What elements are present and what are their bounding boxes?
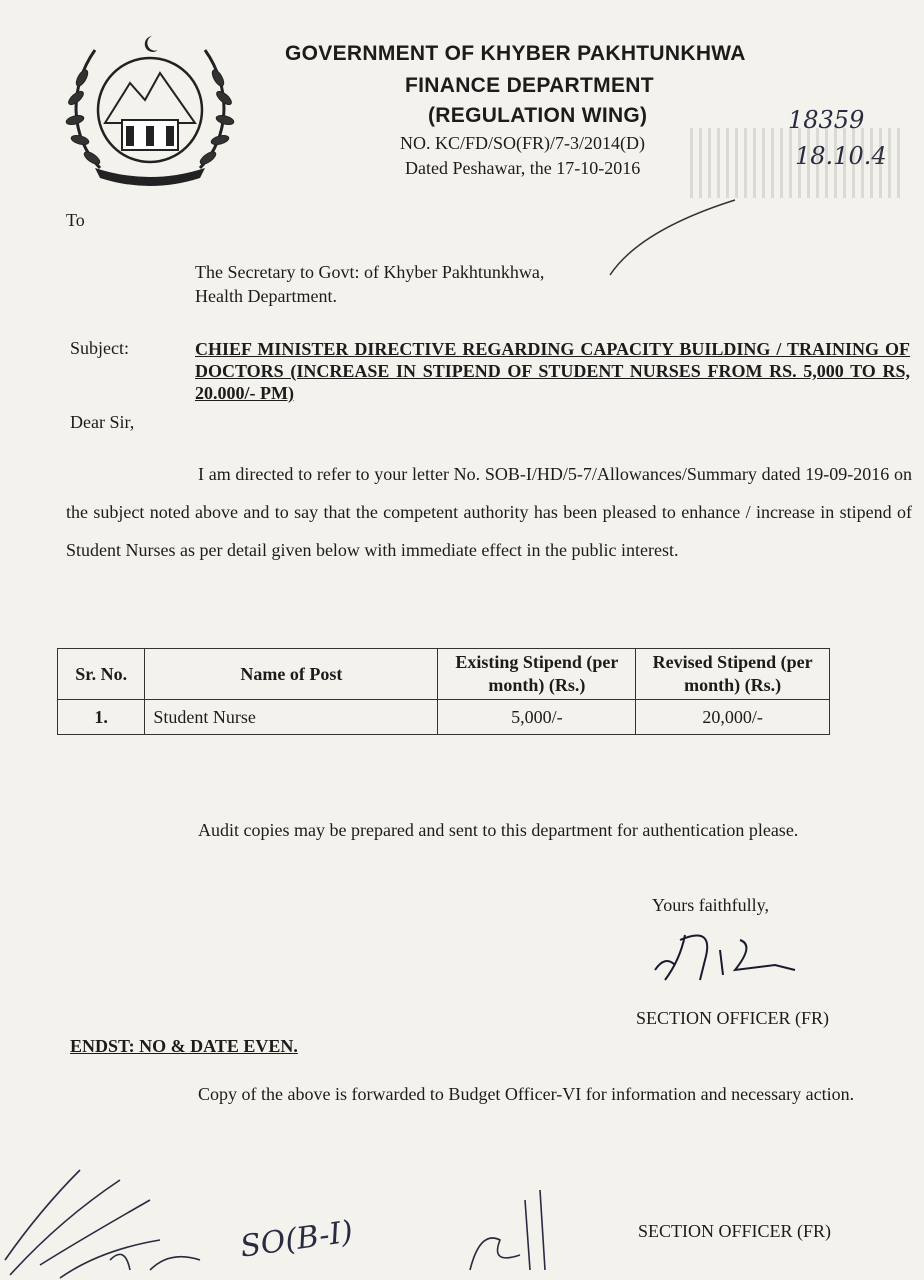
header-post: Name of Post bbox=[145, 649, 438, 700]
faded-stamp bbox=[690, 128, 900, 198]
to-label: To bbox=[66, 210, 85, 230]
cell-existing: 5,000/- bbox=[438, 700, 636, 735]
table-header-row bbox=[58, 649, 830, 700]
handwritten-note: SO(B-I) bbox=[238, 1214, 356, 1265]
recipient-line2: Health Department. bbox=[195, 286, 337, 306]
stipend-table bbox=[57, 648, 830, 735]
handwritten-scribbles bbox=[0, 1150, 620, 1280]
subject-text: CHIEF MINISTER DIRECTIVE REGARDING CAPACITY BUILDING / TRAINING OF DOCTORS (INCREASE IN STIPEND OF STUDENT NURSES FROM RS. 5,000 TO RS, 20.000/- PM) bbox=[195, 339, 910, 403]
signatory-1: SECTION OFFICER (FR) bbox=[636, 1008, 830, 1028]
reference-number: NO. KC/FD/SO(FR)/7-3/2014(D) bbox=[400, 133, 646, 153]
cell-sr-no: 1. bbox=[58, 700, 145, 735]
paragraph-2: Audit copies may be prepared and sent to this department for authentication please. bbox=[198, 820, 799, 840]
signatory-2: SECTION OFFICER (FR) bbox=[638, 1221, 832, 1241]
pen-stroke bbox=[600, 190, 740, 280]
header-revised: Revised Stipend (per month) (Rs.) bbox=[636, 649, 830, 700]
government-emblem bbox=[60, 28, 240, 188]
paragraph-3: Copy of the above is forwarded to Budget Officer-VI for information and necessary action. bbox=[198, 1084, 855, 1104]
header-sr-no: Sr. No. bbox=[58, 649, 145, 700]
recipient-line1: The Secretary to Govt: of Khyber Pakhtunkhwa, bbox=[195, 262, 545, 282]
subject-label: Subject: bbox=[70, 338, 129, 358]
receipt-date: 18.10.4 bbox=[795, 142, 887, 170]
header-existing: Existing Stipend (per month) (Rs.) bbox=[438, 649, 636, 700]
signature bbox=[645, 915, 815, 990]
table-row bbox=[58, 700, 830, 735]
cell-post: Student Nurse bbox=[145, 700, 438, 735]
header-government: GOVERNMENT OF KHYBER PAKHTUNKHWA bbox=[285, 42, 746, 65]
cell-revised: 20,000/- bbox=[636, 700, 830, 735]
header-department: FINANCE DEPARTMENT bbox=[405, 74, 654, 97]
dated-line: Dated Peshawar, the 17-10-2016 bbox=[405, 158, 641, 178]
paragraph-1: I am directed to refer to your letter No. SOB-I/HD/5-7/Allowances/Summary dated 19-09-2016 on the subject noted above and to say that the competent authority has been pleased to enhance / increase in stipend of Student Nurses as per detail given below with immediate effect in the public interest. bbox=[66, 464, 912, 560]
header-wing: (REGULATION WING) bbox=[428, 104, 648, 127]
receipt-number: 18359 bbox=[788, 106, 865, 134]
endorsement-title: ENDST: NO & DATE EVEN. bbox=[70, 1036, 298, 1056]
salutation: Dear Sir, bbox=[70, 412, 135, 432]
closing: Yours faithfully, bbox=[652, 895, 770, 915]
